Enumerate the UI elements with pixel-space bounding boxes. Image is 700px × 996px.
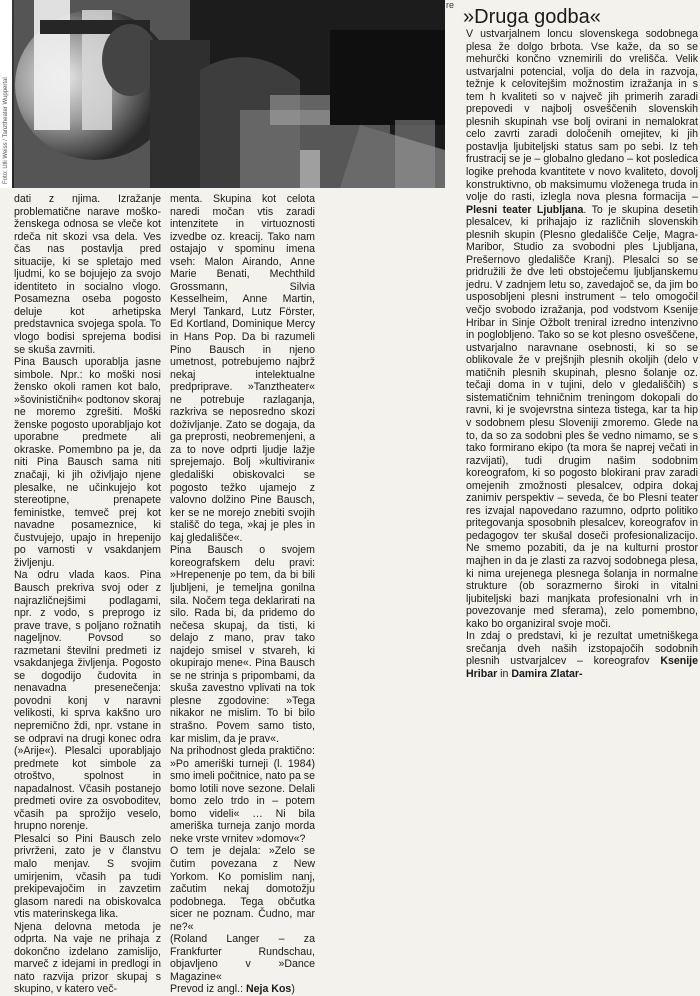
choreographer-name-1: Ksenije Hribar (466, 655, 698, 680)
text-column-1 (14, 193, 161, 996)
photo-caption-strip (0, 0, 12, 188)
photo-image (0, 0, 445, 188)
text-column-right (466, 28, 698, 700)
corner-mark: re (446, 0, 455, 10)
company-name: Plesni teater Ljubljana (466, 203, 584, 216)
paragraph: Na prihodnost gleda praktično: »Po ameriški turneji (l. 1984) smo imeli počitnice, nato pa se bomo lotili nove sezone. Delali bomo zelo trdo in – potem bomo videli« … Ni bila ameriška turneja zanjo morda neke vrste vrnitev »domov«? (170, 745, 315, 845)
translation-credit: Prevod iz angl.: Neja Kos) (170, 983, 295, 996)
paragraph: O tem je dejala: »Zelo se čutim povezana z New Yorkom. Ko pomislim nanj, začutim nekaj domotožju podobnega. Tega občutka sicer ne poznam. Čudno, mar ne?« (170, 845, 315, 933)
paragraph: In zdaj o predstavi, ki je rezultat umetniškega srečanja dveh naših izstopajočih sodobnih plesnih ustvarjalcev – koreografov Ksenije Hribar in Damira Zlatar- (466, 630, 698, 680)
paragraph: menta. Skupina kot celota naredi močan vtis zaradi intenzitete in virtuoznosti izvedbe oz. kreacij. Tako nam ostajajo v spominu imena vseh: Malon Airando, Anne Marie Benati, Mechthild Grossmann, Silvia Kesselheim, Anne Martin, Meryl Tankard, Lutz Förster, Ed Kortland, Dominique Mercy in Hans Pop. Da bi razumeli Pino Bausch in njeno umetnost, potrebujemo najbrž nekaj intelektualne predpriprave. »Tanztheater« ne potrebuje razlaganja, razkriva se neposredno skozi doživljanje. Zato se dogaja, da ga preprosti, neobremenjeni, a za to nove odprti ljudje lažje sprejemajo. Bolj »kultivirani« gledališki obiskovalci se pogosto težko ujamejo z valovno dolžino Pine Bausch, ker se ne morejo znebiti svojih stališč do tega, »kaj je ples in kaj gledališče«. (170, 193, 315, 544)
paragraph: Njena delovna metoda je odprta. Na vaje ne prihaja z dokončno izdelano zamislijo, marveč z idejami in predlogi in nato razvija prizor skupaj s skupino, v katero več- (14, 920, 161, 996)
paragraph: dati z njima. Izražanje problematične narave moško-ženskega odnosa se vleče kot rdeča nit skozi vsa dela. Ves čas nas postavlja pred situacije, ki se spletajo med ljudmi, ko se bojujejo za svojo identiteto in socialno vlogo. Posamezna oseba pogosto deluje kot arhetipska predstavnica svojega spola. To vlogo bodisi sprejema bodisi se skuša zavrniti. (14, 193, 161, 356)
paragraph: Pina Bausch o svojem koreografskem delu pravi: »Hrepenenje po tem, da bi bili ljubljeni, je temeljna gonilna sila. Nočem tega deklarirati na silo. Rada bi, da pridemo do nečesa skupaj, da tisti, ki delajo z mano, prav tako najdejo smisel v stvareh, ki okupirajo mene«. Pina Bausch se ne strinja s pripombami, da skuša zavestno vplivati na tok plesne zgodovine: »Tega nikakor ne mislim. To bi bilo strašno. Povem samo tisto, kar mislim, da je prav«. (170, 544, 315, 745)
article-headline: »Druga godba« (463, 6, 601, 28)
text-column-2 (170, 193, 315, 996)
photo-caption: Foto: Ulli Weiss / Tanztheater Wuppertal (3, 77, 9, 184)
translator-name: Neja Kos (245, 983, 292, 996)
paragraph: V ustvarjalnem loncu slovenskega sodobnega plesa že dolgo brbota. Vse kaže, da so se mehurčki končno vznemirili do vrelišča. Velik ustvarjalni potencial, volja do dela in razvoja, težnje k celovitejšim možnostim izražanja in s tem h kvaliteti so v največ jih primerih zaradi prepovedi v najbolj osveščenih slovenskih plesnih skupinah vse bolj ovirani in nemalokrat celo zavrti zaradi določenih omejitev, ki jih postavlja ljubiteljski status sam po sebi. Iz teh frustracij se je – globalno gledano – kot posledica logike prehoda kvantitete v novo kvaliteto, dovolj konstruktivno, ob maksimumu vloženega truda in volje do rasti, izlegla nova plesna formacija – Plesni teater Ljubljana. To je skupina desetih plesalcev, ki prihajajo iz različnih slovenskih plesnih skupin (Plesno gledališče Celje, Magra-Maribor, Studio za svobodni ples Ljubljana, Prešernovo gledališče Kranj). Plesalci so se pridružili že dve leti obstoječemu ljubljanskemu jedru. V zadnjem letu so, zavedajoč se, da jim bo usposobljeni plesni instrument – telo omogočil večjo svobodo izražanja, pod vodstvom Ksenije Hribar in Sinje Ožbolt treniral izredno intenzivno in poglobljeno. Tako so se kot plesno osveščene, ustvarjalno naravnane osebnosti, ki so se oblikovale že v prejšnjih plesnih okoljih (delo v matičnih plesnih skupinah, plesno šolanje oz. tečaji doma in v tujini, delo v gledališčih) s sistematičnim tehničnim treningom dokopali do ravni, ki je svojevrstna sinteza tistega, kar ta hip v sodobnem plesu Sloveniji zmoremo. Glede na to, da so za sodobni ples še vedno nimamo, se s tako formirano ekipo (ta mora še naprej večati in razvijati), tudi drugim našim sodobnim koreografom, ki so pogosto blokirani prav zaradi omejenih zmožnosti plesalcev, odpira dokaj zanimiv perspektiv – seveda, če bo Plesni teater res izvajal napovedano razumno, odprto politiko pritegovanja sposobnih plesalcev, koreografov in pedagogov ter skušal doseči profesionalizacijo. Ne smemo pozabiti, da je na kulturni prostor majhen in da je zlasti za razvoj sodobnega plesa, ki nima urejenega plesnega šolanja in normalne strukture (ob sorazmerno široki in vitalni ljubiteljski bazi manjkata profesionalni vrh in povezovanje med sferama), zelo pomembno, kako bo organiziral svoje moči. (466, 28, 698, 630)
paragraph: Pina Bausch uporablja jasne simbole. Npr.: ko moški nosi žensko okoli ramen kot balo, »šovinističnih« podtonov skoraj ne moremo zgrešiti. Moški ženske pogosto uporabljajo kot uporabne predmete ali okraske. Pomembno pa je, da niti Pina Bausch sama niti značaji, ki jih oživljajo njene plesalke, ne učinkujejo kot stereotipne, prenapete feministke, temveč prej kot navadne posameznice, ki čustvujejo, upajo in hrepenijo po varnosti v vsakdanjem življenju. (14, 356, 161, 569)
article-photo (0, 0, 445, 188)
paragraph: Na odru vlada kaos. Pina Bausch prekriva svoj oder z najrazličnejšimi podlagami, npr. z vodo, s preprogo iz prave trave, s poljano rožnatih nageljnov. Povsod so razmetani številni predmeti iz vsakdanjega življenja. Pogosto se dogodijo čudovita in nenavadna presenečenja: povodni konj v naravni velikosti, ki sprva kakšno uro nepremično ždi, npr. vstane in se odpravi na drugi konec odra (»Arije«). Plesalci uporabljajo predmete kot simbole za otroštvo, spolnost in napadalnost. Včasih postanejo predmeti ovire za osvoboditev, včasih pa sprožijo veselo, hrupno norenje. (14, 569, 161, 833)
choreographer-name-2: Damira Zlatar- (511, 667, 583, 680)
source-note: (Roland Langer – za Frankfurter Rundschau, objavljeno v »Dance Magazine« (170, 933, 315, 983)
paragraph: Plesalci so Pini Bausch zelo privrženi, zato je v članstvu malo menjav. S svojim umirjenim, včasih pa tudi prekipevajočim in zavzetim glasom naredi na obiskovalca vtis materinskega lika. (14, 832, 161, 921)
text-column-3 (322, 193, 459, 700)
